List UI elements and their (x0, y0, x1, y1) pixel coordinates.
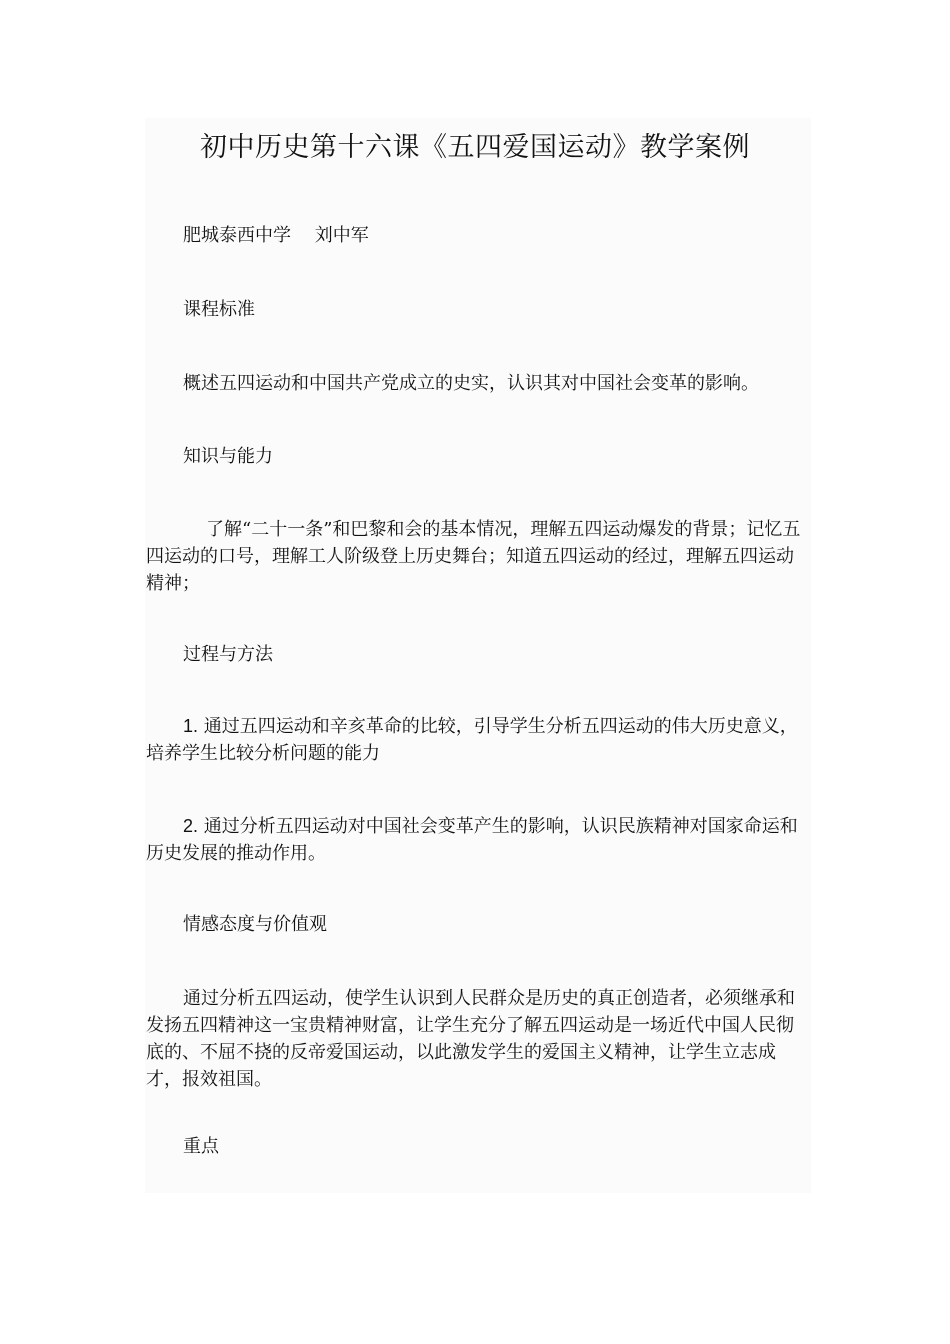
curriculum-heading: 课程标准 (183, 299, 255, 320)
emotion-text: 通过分析五四运动，使学生认识到人民群众是历史的真正创造者，必须继承和发扬五四精神这一宝贵精神财富，让学生充分了解五四运动是一场近代中国人民彻底的、不屈不挠的反帝爱国运动，以此激发学生的爱国主义精神，让学生立志成才，报效祖国。 (146, 988, 795, 1090)
process-item-1-text: 通过五四运动和辛亥革命的比较，引导学生分析五四运动的伟大历史意义，培养学生比较分析问题的能力 (146, 716, 798, 764)
process-item-2-number: 2. (183, 816, 199, 836)
emotion-heading: 情感态度与价值观 (183, 914, 327, 935)
process-item-1 (146, 713, 810, 767)
knowledge-text: 了解“二十一条”和巴黎和会的基本情况，理解五四运动爆发的背景；记忆五四运动的口号，理解工人阶级登上历史舞台；知道五四运动的经过，理解五四运动精神； (146, 519, 801, 594)
keypoint-heading: 重点 (183, 1136, 219, 1157)
curriculum-text: 概述五四运动和中国共产党成立的史实，认识其对中国社会变革的影响。 (183, 373, 759, 394)
knowledge-heading: 知识与能力 (183, 446, 273, 467)
process-item-2-text: 通过分析五四运动对中国社会变革产生的影响，认识民族精神对国家命运和历史发展的推动作用。 (146, 816, 798, 864)
process-item-2 (146, 813, 810, 867)
author-line: 肥城泰西中学 刘中军 (183, 225, 369, 246)
process-item-1-number: 1. (183, 716, 199, 736)
document-title: 初中历史第十六课《五四爱国运动》教学案例 (200, 132, 750, 163)
process-heading: 过程与方法 (183, 644, 273, 665)
